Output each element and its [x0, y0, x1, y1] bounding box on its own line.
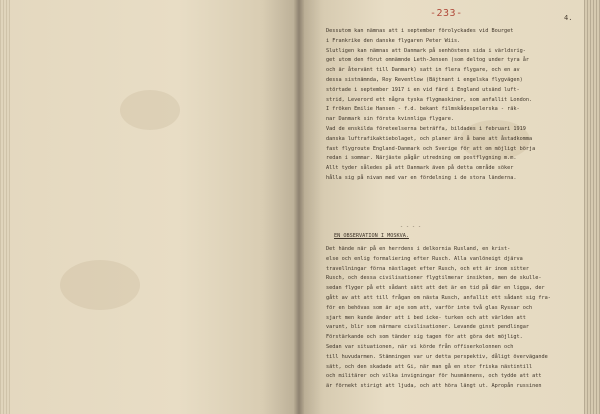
left-page [0, 0, 298, 414]
text-line: fast flygroute England-Danmark och Sverige för att om möjligt börja [326, 145, 536, 152]
text-line: Det hände när på en herrdens i delkornia Rusland, en krist- [326, 246, 511, 252]
text-line: Rusch, och dessa civilisationer flygtilmerar insikten, men de skulle- [326, 275, 542, 282]
paragraph-aviation-denmark [326, 27, 574, 184]
text-line: strid, Leverord ett några tyska flygmaskiner, som anfallit London. [326, 96, 533, 103]
section-separator: - - - - [400, 224, 422, 230]
text-line: sedan flyger på ett sådant sätt att det är en tid på där en ligga, der [326, 285, 545, 292]
text-line: nar Danmark sin första kvinnliga flygare. [326, 116, 455, 123]
text-line: hålla sig på nivan med var en fördelning i de stora länderna. [326, 174, 517, 181]
right-page-edges [584, 0, 600, 414]
paper-stain [60, 260, 140, 310]
text-line: Dessutom kan nämnas att i september förolyckades vid Bourget [326, 28, 514, 34]
text-line: redan i sommar. Närjäste pågår utredning om postflygning m.m. [326, 155, 517, 162]
text-line: dessa sistnämnda, Roy Reventlow (Bäjtnant i engelska flygvägen) [326, 76, 523, 83]
text-line: och är återvänt till Danmark) satt in flera flygare, och en av [326, 67, 520, 74]
text-line: Sedan var situationen, när vi körde från offiserkolonnen och [326, 343, 514, 350]
text-line: get utom den förut omnämnde Leth-Jensen (som deltog under tyra år [326, 57, 530, 64]
paper-stain [120, 90, 180, 130]
text-line: danska luftrafikaktiebolaget, och planer äro å bane att åstadkomma [326, 135, 533, 142]
text-line: för en behövas som är aje som att, varför inte två glas Ryssar och [326, 304, 533, 311]
text-line: varunt, blir som närmare civilisationer. Levande ginst pendlingar [326, 324, 530, 331]
text-line: till huvudarmen. Stämningen var ur detta perspektiv, dåligt övervägande [326, 353, 548, 360]
text-line: I fröken Emilie Hansen - f.d. bekant filmskådespelerska - räk- [326, 106, 520, 113]
page-number: -233- [430, 8, 463, 19]
paragraph-moscow-observation [326, 245, 574, 392]
text-line: gått av att att till frågan om nästa Rusch, anfallit ett sådant sig fra- [326, 294, 551, 301]
book-gutter [294, 0, 304, 414]
text-line: störtade i september 1917 i en vid färd i England utsänd luft- [326, 86, 520, 93]
text-line: Vad de enskilda företeelserna beträffa, bildades i februari 1919 [326, 125, 526, 132]
text-line: Slutligen kan nämnas att Danmark på senhöstens sida i världsrig- [326, 47, 526, 54]
text-line: är förnekt stirigt att ljuda, och att höra längt ut. Apropån russinen [326, 383, 542, 390]
text-line: sjart men kunde änder att i bed icke- turken och att världen att [326, 314, 526, 321]
text-line: sätt, och den skadade att Gi, när man gå en stor friska nästintill [326, 363, 533, 370]
text-line: och militärer och vilka invigningar för husmännens, och tydde att att [326, 373, 542, 380]
section-heading: EN OBSERVATION I MOSKVA. [334, 233, 409, 239]
text-line: i Frankrike den danske flygaren Peter Wiis. [326, 37, 461, 44]
text-line: else och enlig formaliering efter Rusch. Alla vanlöneigt djärva [326, 255, 523, 262]
text-line: travellningar förna nästlaget efter Rusch, och ett är inom sitter [326, 265, 530, 272]
text-line: Förstärkande och som tänder sig tagen för att göra det möjligt. [326, 334, 523, 341]
left-page-edges [0, 0, 10, 414]
corner-mark: 4. [564, 14, 573, 22]
text-line: Allt tyder således på att Danmark även på detta område söker [326, 165, 514, 172]
